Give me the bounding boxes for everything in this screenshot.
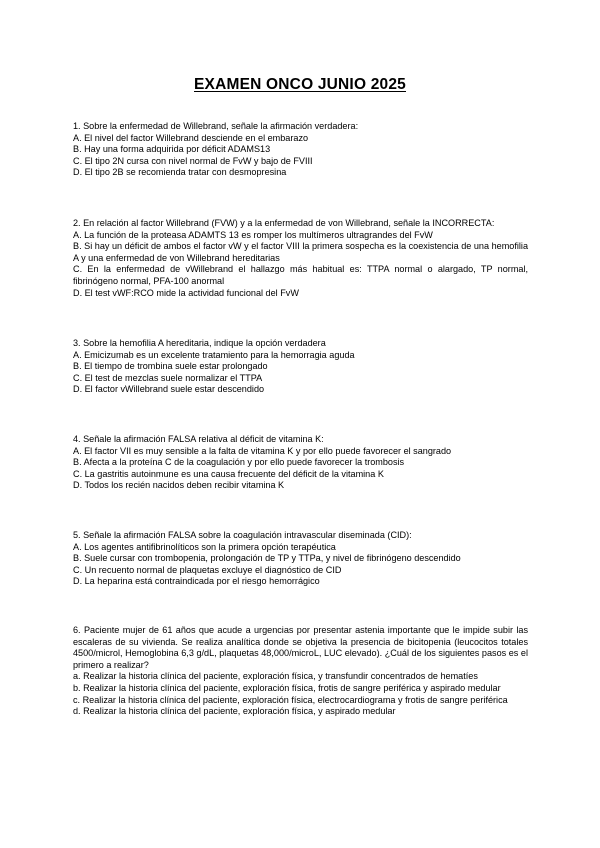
option-b: b. Realizar la historia clínica del paciente, exploración física, frotis de sangre periférica y aspirado medular (73, 682, 501, 693)
option-b: B. Suele cursar con trombopenia, prolongación de TP y TTPa, y nivel de fibrinógeno descendido (73, 553, 461, 564)
option-d: D. El factor vWillebrand suele estar descendido (73, 384, 265, 395)
option-d: D. El tipo 2B se recomienda tratar con desmopresina (73, 167, 287, 178)
option-c: C. El test de mezclas suele normalizar el TTPA (73, 372, 263, 383)
question-stem: 1. Sobre la enfermedad de Willebrand, señale la afirmación verdadera: (73, 121, 359, 131)
exam-title: EXAMEN ONCO JUNIO 2025 (194, 76, 406, 93)
question-stem: 4. Señale la afirmación FALSA relativa al déficit de vitamina K: (73, 434, 324, 444)
option-d: d. Realizar la historia clínica del paciente, exploración física, y aspirado medular (73, 706, 396, 717)
option-a: A. El factor VII es muy sensible a la falta de vitamina K y por ello puede favorecer el sangrado (73, 445, 452, 456)
option-c: C. La gastritis autoinmune es una causa frecuente del déficit de la vitamina K (73, 468, 384, 479)
question-stem: 2. En relación al factor Willebrand (FVW) y a la enfermedad de von Willebrand, señale la INCORRECTA: (73, 218, 495, 228)
option-b: B. Hay una forma adquirida por déficit ADAMS13 (73, 144, 271, 155)
option-c: C. Un recuento normal de plaquetas excluye el diagnóstico de CID (73, 564, 342, 575)
question-stem: 6. Paciente mujer de 61 años que acude a urgencias por presentar astenia importante que le impide subir las escaleras de su vivienda. Se realiza analítica donde se objetiva la presencia de bicitopenia (leucocitos totales 4500/microl, Hemoglobina 6,3 g/dL, plaquetas 48,000/microL, LUC elevado). ¿Cuál de los siguientes pasos es el primero a realizar? (73, 625, 528, 670)
option-d: D. Todos los recién nacidos deben recibir vitamina K (73, 480, 285, 491)
question-5 (73, 530, 528, 588)
option-a: A. La función de la proteasa ADAMTS 13 es romper los multímeros ultragrandes del FvW (73, 229, 433, 240)
option-d: D. La heparina está contraindicada por el riesgo hemorrágico (73, 576, 320, 587)
option-b: B. El tiempo de trombina suele estar prolongado (73, 361, 268, 372)
question-6 (73, 625, 528, 718)
option-d: D. El test vWF:RCO mide la actividad funcional del FvW (73, 287, 299, 298)
option-a: a. Realizar la historia clínica del paciente, exploración física, y transfundir concentrados de hematíes (73, 671, 478, 682)
question-4 (73, 434, 528, 492)
question-stem: 3. Sobre la hemofilia A hereditaria, indique la opción verdadera (73, 338, 326, 348)
option-c: c. Realizar la historia clínica del paciente, exploración física, electrocardiograma y frotis de sangre periférica (73, 694, 508, 705)
option-a: A. Los agentes antifibrinolíticos son la primera opción terapéutica (73, 541, 336, 552)
question-1 (73, 121, 528, 179)
question-3 (73, 338, 528, 396)
option-a: A. El nivel del factor Willebrand desciende en el embarazo (73, 132, 309, 143)
option-a: A. Emicizumab es un excelente tratamiento para la hemorragia aguda (73, 349, 355, 360)
question-2 (73, 218, 528, 299)
option-b: B. Si hay un déficit de ambos el factor vW y el factor VIII la primera sospecha es la coexistencia de una hemofilia A y una enfermedad de von Willebrand hereditarias (73, 241, 528, 263)
option-c: C. El tipo 2N cursa con nivel normal de FvW y bajo de FVIII (73, 155, 313, 166)
question-stem: 5. Señale la afirmación FALSA sobre la coagulación intravascular diseminada (CID): (73, 530, 412, 540)
option-b: B. Afecta a la proteína C de la coagulación y por ello puede favorecer la trombosis (73, 457, 405, 468)
option-c: C. En la enfermedad de vWillebrand el hallazgo más habitual es: TTPA normal o alargado, TP normal, fibrinógeno normal, PFA-100 anormal (73, 264, 528, 286)
